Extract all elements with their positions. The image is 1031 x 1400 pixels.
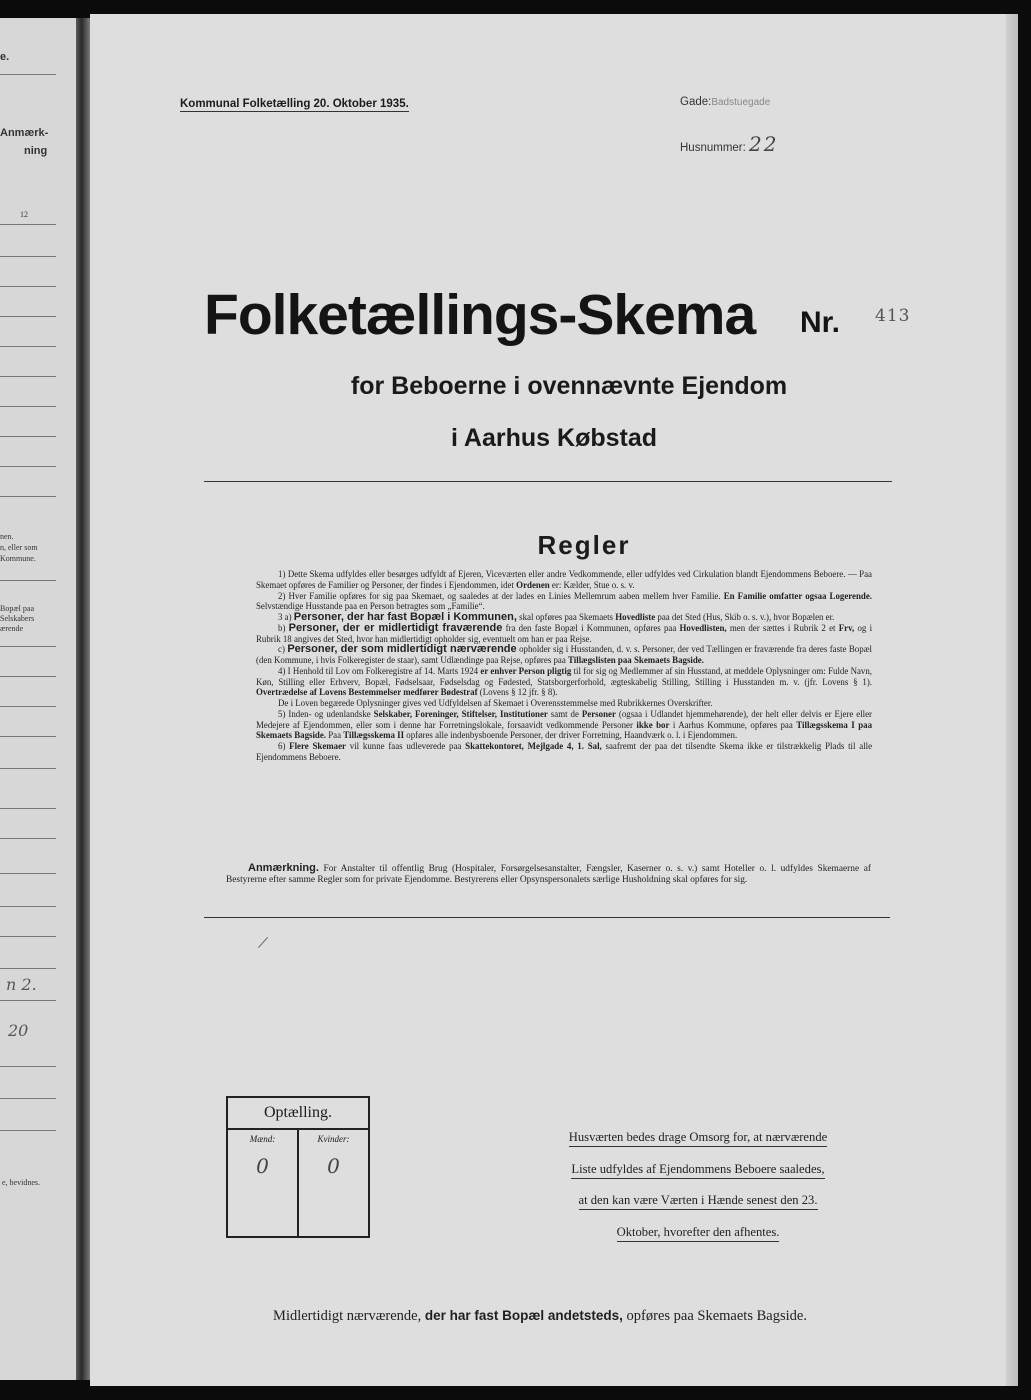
house-number-label: Husnummer: (680, 142, 746, 154)
left-fragment: ning (24, 145, 48, 157)
divider (0, 1130, 56, 1131)
left-fragment: 12 (20, 210, 28, 219)
divider (0, 1066, 56, 1067)
notice-line: Liste udfyldes af Ejendommens Beboere saaledes, (571, 1161, 824, 1179)
page-edge (1006, 14, 1018, 1386)
street-value: Badstuegade (711, 97, 771, 108)
count-title: Optælling. (228, 1098, 368, 1130)
rule-3c: c) Personer, der som midlertidigt nærværende opholder sig i Husstanden, d. v. s. Personer, der ved Tællingen er fraværende fra deres faste Bopæl (den Kommune, i hvis Folkeregister de staar), samt Udlændinge paa Rejse, opføres paa Tillægslisten paa Skemaets Bagside. (256, 643, 873, 665)
men-label: Mænd: (249, 1134, 276, 1144)
form-subtitle: for Beboerne i ovennævnte Ejendom (350, 372, 788, 400)
rules-heading: Regler (537, 530, 631, 560)
divider (0, 968, 56, 969)
divider (0, 936, 56, 937)
divider (0, 436, 56, 437)
left-fragment: e. (0, 51, 10, 63)
rule-6: 6) Flere Skemaer vil kunne faas udleverede paa Skattekontoret, Mejlgade 4, 1. Sal, saafremt der paa det tilsendte Skema ikke er tilstrækkelig Plads til alle Ejendommens Beboere. (256, 741, 873, 762)
footer-text: Midlertidigt nærværende, (273, 1308, 422, 1324)
left-fragment: nen. (0, 532, 14, 541)
rule-1: 1) Dette Skema udfyldes eller besørges udfyldt af Ejeren, Viceværten eller andre Vedkommende, eller udfyldes ved Cirkulation blandt Ejendommens Beboere. — Paa Skemaet opføres de Familier og Personer, der findes i Ejendommen, idet Ordenen er: Kælder, Stue o. s. v. (256, 569, 872, 590)
divider (0, 768, 56, 769)
divider (0, 286, 56, 287)
divider (0, 496, 56, 497)
note-rule (204, 917, 890, 918)
note-label: Anmærkning. (248, 862, 319, 874)
rule-3b: b) Personer, der er midlertidigt fraværende fra den faste Bopæl i Kommunen, opføres paa Hovedlisten, men der sættes i Rubrik 2 et Frv, og i Rubrik 18 angives det Sted, hvor han midlertidigt opholder sig, eventuelt om han er paa Rejse. (256, 621, 873, 644)
divider (0, 580, 56, 581)
handwritten-fragment: 20 (8, 1021, 29, 1040)
notice-line: Oktober, hvorefter den afhentes. (617, 1224, 780, 1242)
notice-line: at den kan være Værten i Hænde senest den 23. (579, 1192, 818, 1210)
footer-text: opføres paa Skemaets Bagside. (626, 1308, 807, 1324)
house-number-field (680, 132, 778, 156)
house-number-value: 22 (749, 132, 779, 156)
header-rule (204, 481, 892, 482)
census-header: Kommunal Folketælling 20. Oktober 1935. (180, 98, 409, 110)
divider (0, 256, 56, 257)
rule-2: 2) Hver Familie opføres for sig paa Skemaet, og saaledes at der lades en Linies Mellemrum aaben mellem hver Familie. En Familie omfatter ogsaa Logerende. Selvstændige Husstande paa en Person betragtes som „Familie“. (256, 590, 873, 612)
divider (0, 1098, 56, 1099)
notice-line: Husværten bedes drage Omsorg for, at nærværende (569, 1129, 827, 1147)
left-fragment: n, eller som (0, 543, 38, 552)
divider (0, 74, 56, 75)
divider (0, 808, 56, 809)
street-label: Gade: (680, 96, 712, 108)
divider (0, 346, 56, 347)
divider (0, 1000, 56, 1001)
divider (0, 873, 56, 874)
divider (0, 646, 56, 647)
women-count: 0 (327, 1154, 340, 1178)
divider (0, 406, 56, 407)
street-field (680, 96, 770, 108)
divider (0, 316, 56, 317)
rule-4-note: De i Loven begærede Oplysninger gives ved Udfyldelsen af Skemaet i Overensstemmelse med Rubrikkernes Overskrifter. (278, 698, 713, 708)
left-fragment: e, bevidnes. (2, 1178, 40, 1187)
divider (0, 224, 56, 225)
footer-note (90, 1308, 1018, 1325)
census-form-page (90, 14, 1018, 1386)
divider (0, 736, 56, 737)
handwritten-fragment: n 2. (6, 975, 37, 994)
count-box (226, 1096, 370, 1238)
divider (0, 376, 56, 377)
left-fragment: ærende (0, 624, 24, 633)
form-number-label: Nr. (800, 306, 841, 339)
book-spine (76, 18, 90, 1380)
rules-text (256, 569, 872, 763)
pencil-tick (258, 937, 268, 948)
landlord-notice (520, 1122, 876, 1248)
divider (0, 706, 56, 707)
form-title: Folketællings-Skema (204, 283, 756, 347)
divider (0, 906, 56, 907)
left-fragment: Kommune. (0, 554, 36, 563)
note-block (226, 863, 871, 886)
men-column (228, 1130, 297, 1236)
left-fragment: Bopæl paa (0, 604, 34, 613)
form-location: i Aarhus Købstad (450, 424, 658, 452)
form-number-stamp: 413 (875, 306, 911, 326)
divider (0, 838, 56, 839)
left-fragment: Anmærk- (0, 127, 49, 139)
women-column (297, 1130, 368, 1236)
divider (0, 676, 56, 677)
left-fragment: Selskabers (0, 614, 35, 623)
women-label: Kvinder: (317, 1134, 350, 1144)
divider (0, 466, 56, 467)
note-text: For Anstalter til offentlig Brug (Hospitaler, Forsørgelsesanstalter, Fængsler, Kaserner o. s. v.) samt Hoteller o. l. udfyldes Skemaerne af Bestyrerne efter samme Regler som for private Ejendomme. Bestyrerens eller Opsynspersonalets særlige Husholdning skal opføres for sig. (226, 864, 872, 886)
rule-5: 5) Inden- og udenlandske Selskaber, Foreninger, Stiftelser, Institutioner samt de Personer (ogsaa i Udlandet hjemmehørende), der helt eller delvis er Ejere eller Medejere af Ejendommen, eller som i denne har Forretningslokale, forsaavidt vedkommende Personer ikke bor i Aarhus Kommune, opføres paa Tillægsskema I paa Skemaets Bagside. Paa Tillægsskema II opføres alle indenbysboende Personer, der driver Forretning, Haandværk o. l. i Ejendommen. (256, 708, 873, 741)
footer-emphasis: der har fast Bopæl andetsteds, (424, 1308, 623, 1323)
rule-4: 4) I Henhold til Lov om Folkeregistre af 14. Marts 1924 er enhver Person pligtig til for sig og Medlemmer af sin Husstand, at meddele Oplysninger om: Fulde Navn, Køn, Stilling eller Erhverv, Bopæl, Fødselsaar, Fødselsdag og Fødested, Statsborgerforhold, ægteskabelig Stilling, Stilling i Husstanden m. v. (jfr. Lovens § 1). Overtrædelse af Lovens Bestemmelser medfører Bødestraf (Lovens § 12 jfr. § 8). (256, 665, 873, 698)
left-facing-page (0, 18, 77, 1380)
rule-3a: 3 a) Personer, der har fast Bopæl i Kommunen, skal opføres paa Skemaets Hovedliste paa det Sted (Hus, Skib o. s. v.), hvor Bopælen er. (278, 611, 835, 623)
men-count: 0 (256, 1154, 269, 1178)
